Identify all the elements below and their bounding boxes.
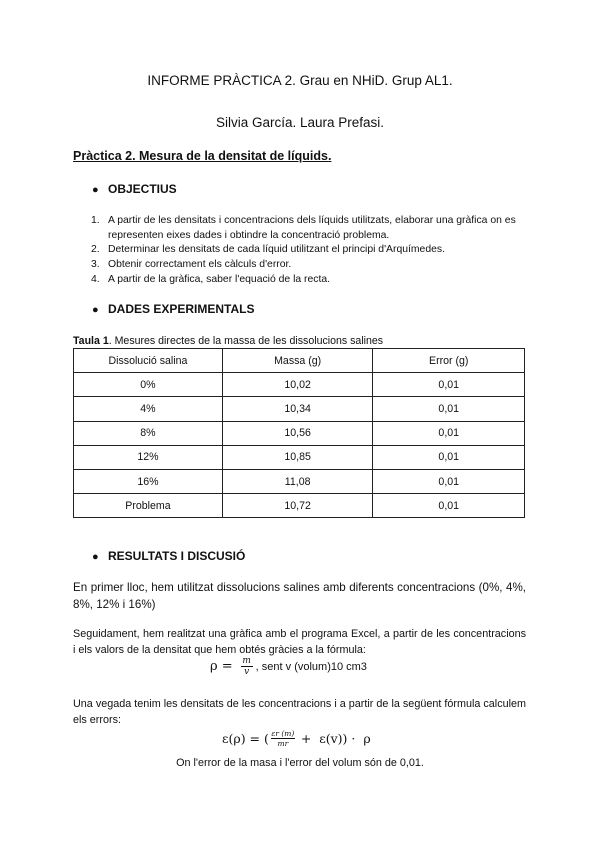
table-cell: 10,34 — [222, 397, 373, 421]
table-row — [74, 397, 525, 421]
table-cell: Problema — [74, 494, 223, 518]
objectives-list — [73, 214, 533, 288]
error-note: On l'error de la masa i l'error del volum són de 0,01. — [176, 757, 424, 769]
section-heading-label: OBJECTIUS — [108, 182, 177, 196]
table-header-row — [74, 349, 525, 373]
mass-table — [73, 348, 525, 518]
table-cell: 10,02 — [222, 373, 373, 397]
table-cell: 12% — [74, 445, 223, 469]
table-cell: 0,01 — [373, 469, 525, 493]
bullet-icon: ● — [92, 304, 99, 316]
fraction: m v — [242, 656, 251, 677]
bullet-icon: ● — [92, 551, 99, 563]
table-row — [74, 373, 525, 397]
error-formula: ε(ρ) = ( εr (m) mr + ε(v)) · ρ — [222, 729, 371, 748]
table-row — [74, 421, 525, 445]
table-cell: 11,08 — [222, 469, 373, 493]
table-row — [74, 469, 525, 493]
column-header: Error (g) — [373, 349, 525, 373]
table-cell: 0,01 — [373, 397, 525, 421]
table-row — [74, 494, 525, 518]
table-cell: 16% — [74, 469, 223, 493]
list-item: 3. Obtenir correctament els càlculs d'error. — [91, 259, 292, 271]
section-heading-label: RESULTATS I DISCUSIÓ — [108, 549, 246, 563]
practice-title: Pràctica 2. Mesura de la densitat de líquids. — [73, 149, 332, 163]
table-cell: 8% — [74, 421, 223, 445]
bullet-icon: ● — [92, 184, 99, 196]
section-heading-label: DADES EXPERIMENTALS — [108, 302, 255, 316]
table-cell: 10,72 — [222, 494, 373, 518]
column-header: Dissolució salina — [74, 349, 223, 373]
table-cell: 0,01 — [373, 373, 525, 397]
table-row — [74, 445, 525, 469]
table-cell: 10,85 — [222, 445, 373, 469]
section-heading-resultats — [92, 549, 245, 563]
authors-line: Silvia García. Laura Prefasi. — [215, 115, 385, 130]
list-item: 1. A partir de les densitats i concentracions dels líquids utilitzats, elaborar una gràfica on es representen eixes dades i obtindre la concentració problema. — [91, 215, 516, 241]
table-cell: 0,01 — [373, 494, 525, 518]
table-caption: Taula 1. Mesures directes de la massa de les dissolucions salines — [73, 335, 384, 347]
section-heading-dades — [92, 302, 254, 316]
list-item: 4. A partir de la gràfica, saber l'equació de la recta. — [91, 273, 331, 285]
column-header: Massa (g) — [222, 349, 373, 373]
table-cell: 10,56 — [222, 421, 373, 445]
section-heading-objectius — [92, 182, 177, 196]
table-cell: 0,01 — [373, 421, 525, 445]
table-cell: 4% — [74, 397, 223, 421]
results-paragraph-2: Seguidament, hem realitzat una gràfica amb el programa Excel, a partir de les concentracions i els valors de la densitat que hem obtés gràcies a la fórmula: — [73, 628, 526, 656]
density-formula: ρ = m v , sent v (volum)10 cm3 — [210, 656, 367, 677]
list-item: 2. Determinar les densitats de cada líquid utilitzant el principi d'Arquímedes. — [91, 244, 445, 256]
results-paragraph-3: Una vegada tenim les densitats de les concentracions i a partir de la següent fórmula calculem els errors: — [73, 698, 526, 726]
table-cell: 0% — [74, 373, 223, 397]
results-paragraph-1: En primer lloc, hem utilitzat dissolucions salines amb diferents concentracions (0%, 4%, 8%, 12% i 16%) — [73, 581, 526, 611]
report-header: INFORME PRÀCTICA 2. Grau en NHiD. Grup AL1. — [147, 73, 453, 88]
table-cell: 0,01 — [373, 445, 525, 469]
fraction: εr (m) mr — [271, 729, 295, 748]
